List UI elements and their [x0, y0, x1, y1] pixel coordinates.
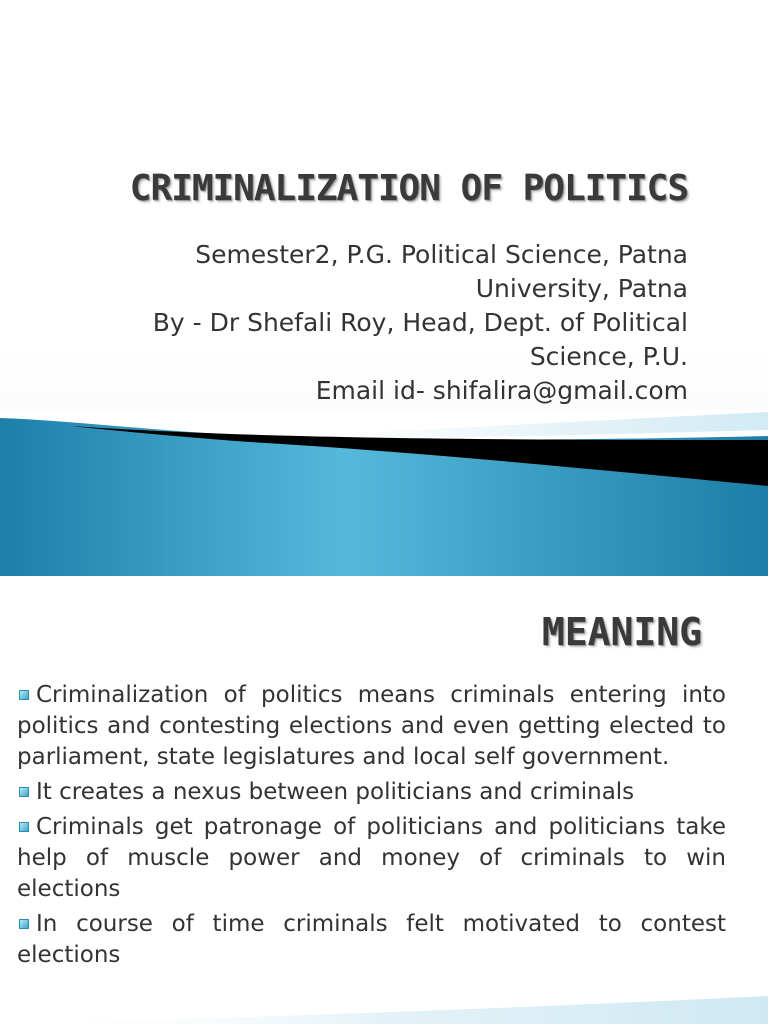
square-bullet-icon — [19, 787, 29, 797]
bullet-text: Criminalization of politics means criminals entering into politics and contesting elections and even getting elected to parliament, state legislatures and local self government. — [17, 682, 726, 770]
list-item — [17, 680, 726, 773]
decorative-wave — [0, 410, 768, 576]
subtitle-line: Semester2, P.G. Political Science, Patna — [195, 240, 688, 269]
list-item — [17, 909, 726, 971]
square-bullet-icon — [19, 919, 29, 929]
subtitle-line: Science, P.U. — [529, 342, 688, 371]
bullet-list — [17, 680, 726, 975]
subtitle-line: Email id- shifalira@gmail.com — [315, 376, 688, 405]
bullet-text: It creates a nexus between politicians and criminals — [36, 779, 635, 805]
list-item — [17, 777, 726, 808]
content-slide — [0, 576, 768, 1024]
slide-subtitle — [48, 238, 688, 408]
decorative-wave — [0, 984, 768, 1024]
square-bullet-icon — [19, 690, 29, 700]
subtitle-line: By - Dr Shefali Roy, Head, Dept. of Political — [152, 308, 688, 337]
subtitle-line: University, Patna — [475, 274, 688, 303]
list-item — [17, 812, 726, 905]
slide-title: CRIMINALIZATION OF POLITICS — [129, 168, 688, 209]
bullet-text: In course of time criminals felt motivated to contest elections — [17, 911, 726, 968]
square-bullet-icon — [19, 822, 29, 832]
slide-title: MEANING — [541, 610, 702, 654]
bullet-text: Criminals get patronage of politicians and politicians take help of muscle power and money of criminals to win elections — [17, 814, 726, 902]
